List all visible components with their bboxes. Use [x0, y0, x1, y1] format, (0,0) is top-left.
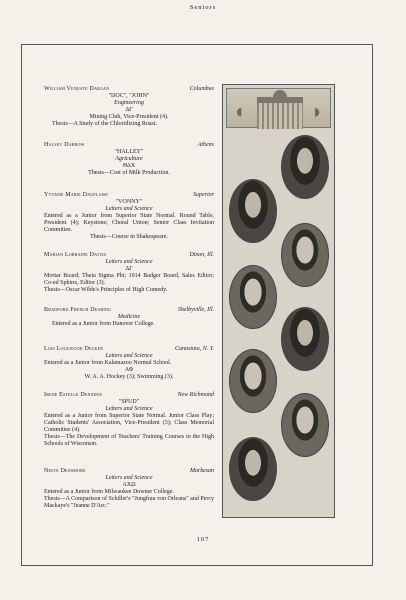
- entry-place: Superior: [193, 192, 214, 198]
- entry-dargan: [44, 86, 214, 128]
- portrait-photo-4: [229, 265, 277, 329]
- entry-name: William Venuste Dargan: [44, 86, 110, 92]
- entry-course: Letters and Science: [105, 206, 153, 212]
- entry-denneen: [44, 392, 214, 448]
- banner-ornament-left: ◖: [233, 101, 246, 123]
- entry-dauplaise: [44, 192, 214, 241]
- portrait-photo-2: [229, 179, 277, 243]
- entry-name: Yvonne Marie Dauplaise: [44, 192, 109, 198]
- entry-davies: [44, 252, 214, 294]
- entry-thesis: Thesis—A Comparison of Schiller's "Jungfrau von Orleans" and Percy Mackaye's "Jeanne D'Arc.": [44, 496, 214, 509]
- banner-ornament-right: ◗: [311, 101, 324, 123]
- portrait-photo-6: [229, 349, 277, 413]
- entry-dearing: [44, 307, 214, 328]
- entry-name: Halsey Darrow: [44, 142, 85, 148]
- entry-course: Letters and Science: [105, 353, 153, 359]
- entry-name: Neste Densmore: [44, 468, 86, 474]
- entry-course: Engineering: [114, 100, 144, 106]
- entry-place: Dixon, Ill.: [189, 252, 214, 258]
- entry-fraternity: ΑΧΩ: [122, 482, 136, 488]
- portrait-photo-8: [229, 437, 277, 501]
- campus-banner-illustration: [226, 88, 331, 128]
- entry-darrow: [44, 142, 214, 177]
- entry-thesis: Thesis—Cost of Milk Production.: [88, 170, 170, 176]
- entry-densmore: [44, 468, 214, 510]
- section-header: Seniors: [189, 4, 217, 11]
- entry-activities: Entered as a Junior from Milwaukee Downer College.: [44, 489, 174, 495]
- entry-place: Shelbyville, Ill.: [177, 307, 214, 313]
- entry-nickname: "VONNY": [115, 199, 143, 205]
- entry-activities: Entered as a Junior from Superior State Normal. Junior Class Play; Catholic Students' Association, Vice-President (3); Class Memorial Committee (4).: [44, 413, 214, 433]
- entry-nickname: "DOC", "JOHN": [108, 93, 150, 99]
- entry-nickname: "HALLEY": [114, 149, 144, 155]
- entry-activities-2: W. A. A. Hockey (3); Swimming (3).: [84, 374, 174, 380]
- entry-course: Letters and Science: [105, 406, 153, 412]
- entry-place: Canastota, N. Y.: [175, 346, 214, 352]
- entry-name: Marian Lorraine Davies: [44, 252, 107, 258]
- entry-name: Bradford French Dearing: [44, 307, 112, 313]
- entry-place: New Richmond: [177, 392, 214, 398]
- entry-place: Athens: [197, 142, 214, 148]
- entry-fraternity: ΘΔΧ: [122, 163, 136, 169]
- entry-thesis: Thesis—The Development of Teachers' Training Courses in the High Schools of Wisconsin.: [44, 434, 214, 447]
- entry-activities: Entered as a Junior from Superior State Normal. Round Table, President (4); Keystone; Choral Union; Senior Class Invitation Committee.: [44, 213, 214, 233]
- entry-activities: Mortar Board; Theta Sigma Phi; 1914 Badger Board, Sales Editor; Co-ed Sphinx, Editor (3).: [44, 273, 214, 286]
- entry-name: Irene Estelle Denneen: [44, 392, 103, 398]
- entry-activities: Entered as a Junior from Kalamazoo Normal School.: [44, 360, 172, 366]
- entry-fraternity: ΔΓ: [125, 266, 133, 272]
- entry-thesis: Thesis—A Study of the Chloridizing Roast.: [52, 121, 157, 127]
- entry-nickname: "SPUD": [118, 399, 140, 405]
- portrait-photo-3: [281, 223, 329, 287]
- entry-course: Agriculture: [115, 156, 143, 162]
- entry-decker: [44, 346, 214, 381]
- entry-fraternity: ΔΓ: [125, 107, 133, 113]
- page-number: 107: [196, 536, 210, 543]
- dome-illustration: [273, 90, 287, 99]
- entry-place: Markesan: [190, 468, 214, 474]
- portrait-photo-1: [281, 135, 329, 199]
- building-illustration: [257, 97, 303, 129]
- portrait-panel: [222, 84, 335, 518]
- entry-course: Letters and Science: [105, 475, 153, 481]
- entry-name: Lois Lockwood Decker: [44, 346, 104, 352]
- entry-thesis: Thesis—Oscar Wilde's Principles of High Comedy.: [44, 287, 168, 293]
- portrait-photo-7: [281, 393, 329, 457]
- entry-thesis: Thesis—Course in Shakespeare.: [90, 234, 168, 240]
- entry-course: Medicine: [117, 314, 141, 320]
- entry-fraternity: ΑΦ: [124, 367, 134, 373]
- entry-course: Letters and Science: [105, 259, 153, 265]
- entry-place: Columbus: [189, 86, 214, 92]
- entry-activities: Entered as a Junior from Hanover College.: [52, 321, 155, 327]
- portrait-photo-5: [281, 307, 329, 371]
- entry-activities: Mining Club, Vice-President (4).: [89, 114, 169, 120]
